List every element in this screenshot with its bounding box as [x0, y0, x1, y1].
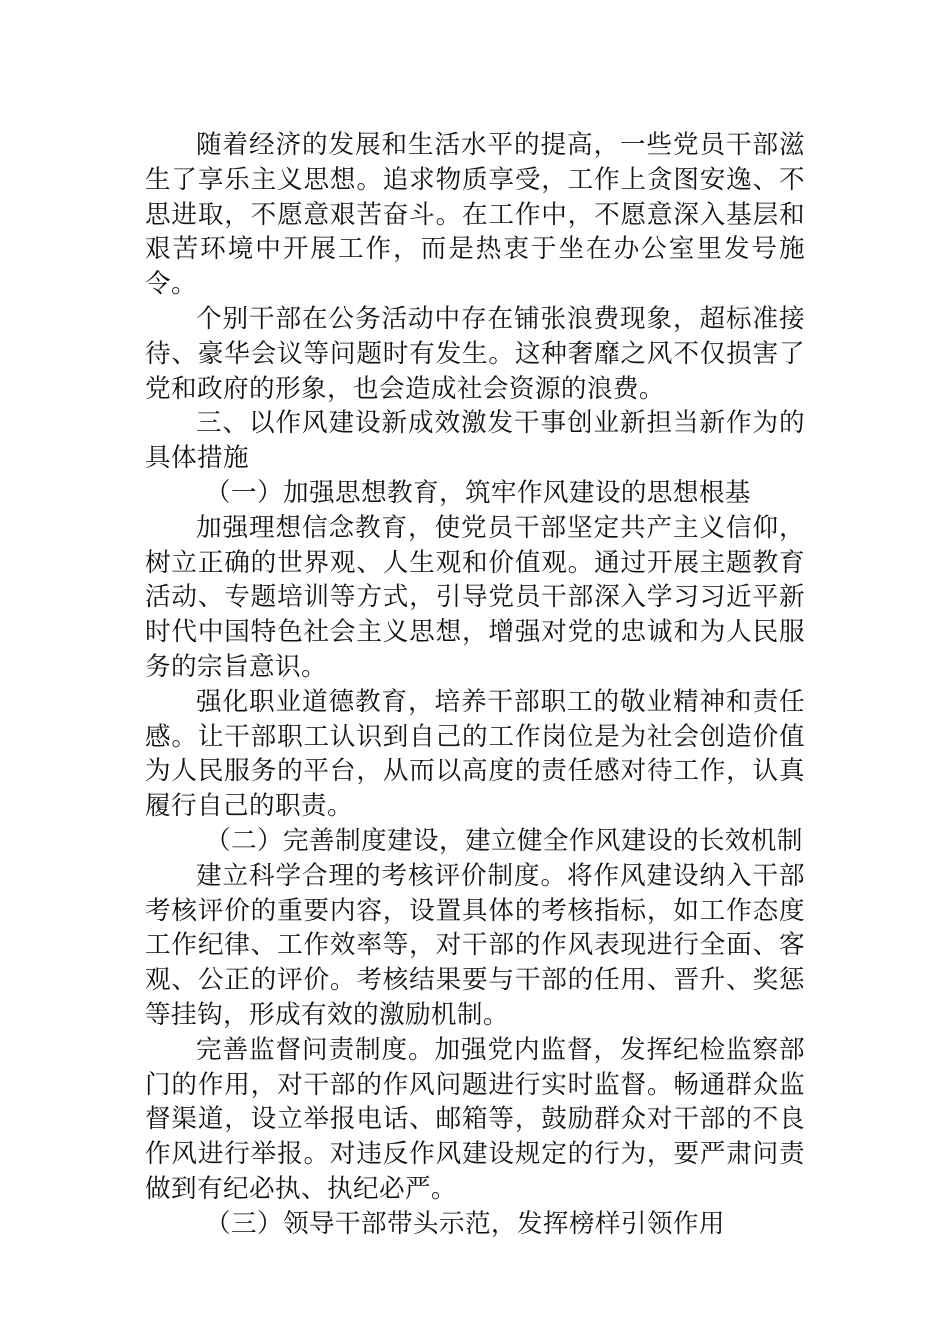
- document-body: [145, 128, 805, 1242]
- subheading-institution-building: （二）完善制度建设，建立健全作风建设的长效机制: [205, 825, 803, 856]
- subheading-ideological-education: （一）加强思想教育，筑牢作风建设的思想根基: [205, 477, 751, 508]
- section-heading-measures: 三、以作风建设新成效激发干事创业新担当新作为的具体措施: [145, 408, 805, 474]
- paragraph-supervision-accountability: 完善监督问责制度。加强党内监督，发挥纪检监察部门的作用，对干部的作风问题进行实时监督。畅通群众监督渠道，设立举报电话、邮箱等，鼓励群众对干部的不良作风进行举报。对违反作风建设规定的行为，要严肃问责做到有纪必执、执纪必严。: [145, 1034, 805, 1204]
- paragraph-extravagance: 个别干部在公务活动中存在铺张浪费现象，超标准接待、豪华会议等问题时有发生。这种奢靡之风不仅损害了党和政府的形象，也会造成社会资源的浪费。: [145, 303, 805, 404]
- subheading-leadership-example: （三）领导干部带头示范，发挥榜样引领作用: [205, 1208, 725, 1239]
- paragraph-professional-ethics: 强化职业道德教育，培养干部职工的敬业精神和责任感。让干部职工认识到自己的工作岗位是为社会创造价值为人民服务的平台，从而以高度的责任感对待工作，认真履行自己的职责。: [145, 686, 805, 822]
- paragraph-assessment-system: 建立科学合理的考核评价制度。将作风建设纳入干部考核评价的重要内容，设置具体的考核指标，如工作态度工作纪律、工作效率等，对干部的作风表现进行全面、客观、公正的评价。考核结果要与干部的任用、晋升、奖惩等挂钩，形成有效的激励机制。: [145, 860, 805, 1030]
- paragraph-ideals-education: 加强理想信念教育，使党员干部坚定共产主义信仰，树立正确的世界观、人生观和价值观。通过开展主题教育活动、专题培训等方式，引导党员干部深入学习习近平新时代中国特色社会主义思想，增强对党的忠诚和为人民服务的宗旨意识。: [145, 512, 805, 682]
- paragraph-hedonism: 随着经济的发展和生活水平的提高，一些党员干部滋生了享乐主义思想。追求物质享受，工作上贪图安逸、不思进取，不愿意艰苦奋斗。在工作中，不愿意深入基层和艰苦环境中开展工作，而是热衷于坐在办公室里发号施令。: [145, 130, 805, 300]
